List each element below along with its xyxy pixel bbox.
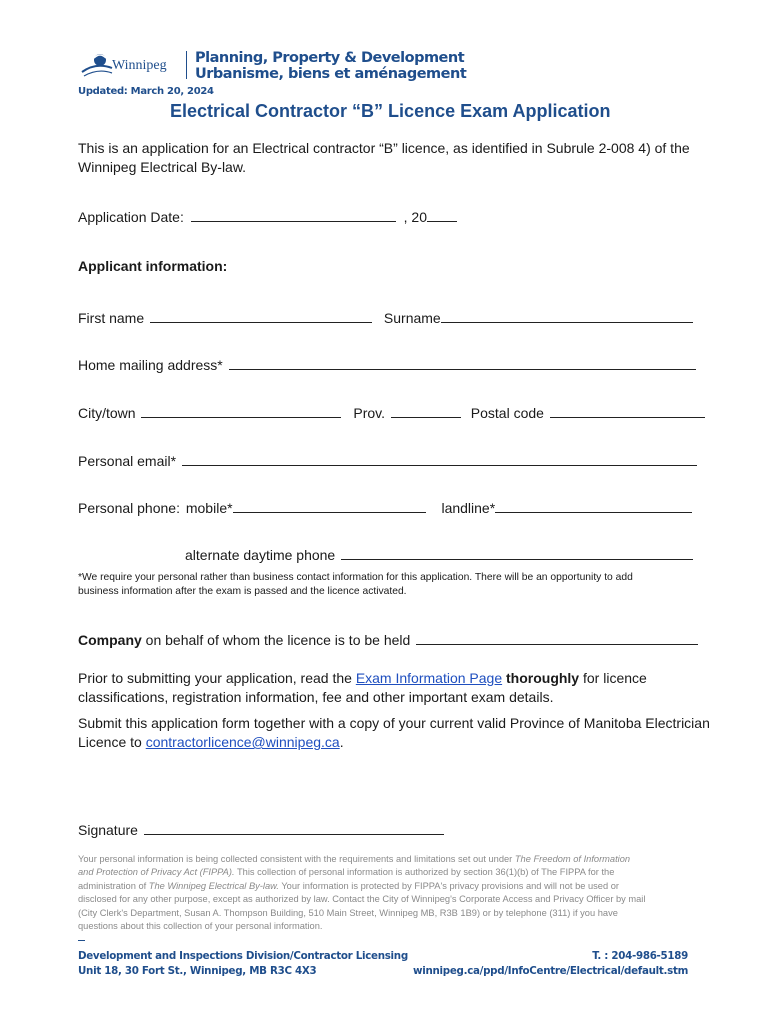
submit-text-before: Licence to [78, 734, 146, 750]
landline-label: landline* [441, 500, 496, 516]
application-date-label: Application Date: [78, 209, 184, 225]
alt-phone-row [185, 545, 693, 563]
signature-label: Signature [78, 822, 138, 838]
city-name: Winnipeg [112, 58, 167, 73]
submit-line-2 [78, 733, 710, 752]
surname-label: Surname [383, 310, 441, 326]
submit-text-after: . [339, 734, 344, 750]
footer-division: Development and Inspections Division/Contractor Licensing [78, 950, 408, 962]
privacy-act-name: The Freedom of Information [514, 854, 631, 864]
footer-rule [78, 940, 85, 941]
prior-text-after: for licence [579, 670, 647, 686]
email-label: Personal email* [78, 453, 177, 469]
surname-field[interactable] [441, 308, 693, 323]
contractor-licence-email-link[interactable]: contractorlicence@winnipeg.ca [145, 734, 340, 750]
footer-phone: T. : 204-986-5189 [592, 950, 688, 962]
home-address-label: Home mailing address* [78, 357, 223, 373]
application-year-prefix: , 20 [403, 209, 427, 225]
privacy-line-3 [78, 880, 698, 893]
department-name-en: Planning, Property & Development [195, 50, 465, 66]
email-field[interactable] [182, 451, 697, 466]
submit-paragraph [78, 714, 710, 752]
footnote [78, 571, 633, 599]
mobile-field[interactable] [233, 498, 426, 513]
address-row [78, 355, 696, 373]
postal-code-field[interactable] [550, 403, 705, 418]
alt-phone-field[interactable] [341, 545, 693, 560]
alt-phone-label: alternate daytime phone [185, 547, 336, 563]
postal-code-label: Postal code [470, 405, 544, 421]
email-row [78, 451, 697, 469]
phone-row [78, 498, 692, 516]
privacy-text: Your information is protected by FIPPA's privacy provisions and will not be used or [278, 880, 619, 891]
prior-line-1 [78, 669, 647, 688]
prior-text-before: Prior to submitting your application, read the [78, 670, 356, 686]
company-label-bold: Company [78, 632, 142, 648]
privacy-text: Your personal information is being collected consistent with the requirements and limitations set out under [78, 854, 515, 864]
application-date-field[interactable] [191, 207, 396, 222]
footnote-line-2: business information after the exam is passed and the licence activated. [78, 586, 407, 597]
privacy-text: This collection of personal information is authorized by section 36(1)(b) of The FIPPA for the [234, 867, 615, 878]
privacy-line-4: disclosed for any other purpose, except as authorized by law. Contact the City of Winnipeg's Corporate Access and Privacy Officer by mail [78, 894, 646, 905]
bylaw-name: The Winnipeg Electrical By-law. [148, 880, 279, 891]
prov-label: Prov. [353, 405, 385, 421]
applicant-heading: Applicant information: [78, 258, 228, 274]
mobile-label: mobile* [185, 500, 233, 516]
privacy-line-6: questions about this collection of your personal information. [78, 921, 323, 932]
privacy-line-5: (City Clerk's Department, Susan A. Thompson Building, 510 Main Street, Winnipeg MB, R3B 1B9) or by telephone (311) if you have [78, 907, 618, 918]
first-name-label: First name [78, 310, 145, 326]
city-field[interactable] [141, 403, 341, 418]
footer-right [413, 949, 688, 979]
footnote-line-1: *We require your personal rather than business contact information for this application. There will be an opportunity to add [78, 572, 633, 583]
page-title: Electrical Contractor “B” Licence Exam Application [170, 101, 611, 121]
signature-row [78, 820, 444, 838]
city-label: City/town [78, 405, 136, 421]
footer-address: Unit 18, 30 Fort St., Winnipeg, MB R3C 4X3 [78, 965, 317, 977]
department-name-fr: Urbanisme, biens et aménagement [195, 66, 467, 82]
application-date-row [78, 207, 457, 225]
prior-line-2: classifications, registration information, fee and other important exam details. [78, 689, 554, 705]
landline-field[interactable] [495, 498, 692, 513]
privacy-line-1 [78, 853, 698, 866]
exam-information-page-link[interactable]: Exam Information Page [355, 670, 503, 686]
winnipeg-crest-icon [80, 52, 114, 78]
city-row [78, 403, 705, 421]
home-address-field[interactable] [229, 355, 696, 370]
privacy-text: administration of [78, 880, 149, 891]
privacy-act-name-cont: and Protection of Privacy Act (FIPPA). [78, 867, 235, 878]
privacy-notice [78, 853, 698, 933]
footer-left [78, 949, 408, 979]
privacy-line-2 [78, 866, 698, 879]
signature-field[interactable] [144, 820, 444, 835]
company-row [78, 630, 698, 648]
intro-line-1: This is an application for an Electrical contractor “B” licence, as identified in Subrule 2-008 4) of the [78, 140, 690, 156]
company-field[interactable] [416, 630, 698, 645]
application-year-field[interactable] [427, 207, 457, 222]
prior-paragraph [78, 669, 647, 707]
footer-website[interactable]: winnipeg.ca/ppd/InfoCentre/Electrical/default.stm [413, 965, 688, 977]
first-name-field[interactable] [150, 308, 372, 323]
company-label-rest: on behalf of whom the licence is to be held [141, 632, 411, 648]
city-logo [80, 52, 180, 82]
intro-line-2: Winnipeg Electrical By-law. [78, 159, 247, 175]
intro-text [78, 139, 690, 177]
prior-bold: thoroughly [502, 670, 580, 686]
submit-line-1: Submit this application form together with a copy of your current valid Province of Manitoba Electrician [78, 715, 710, 731]
name-row [78, 308, 693, 326]
prov-field[interactable] [391, 403, 461, 418]
header-divider [186, 51, 187, 79]
phone-label: Personal phone: [78, 500, 180, 516]
updated-date: Updated: March 20, 2024 [78, 86, 214, 97]
